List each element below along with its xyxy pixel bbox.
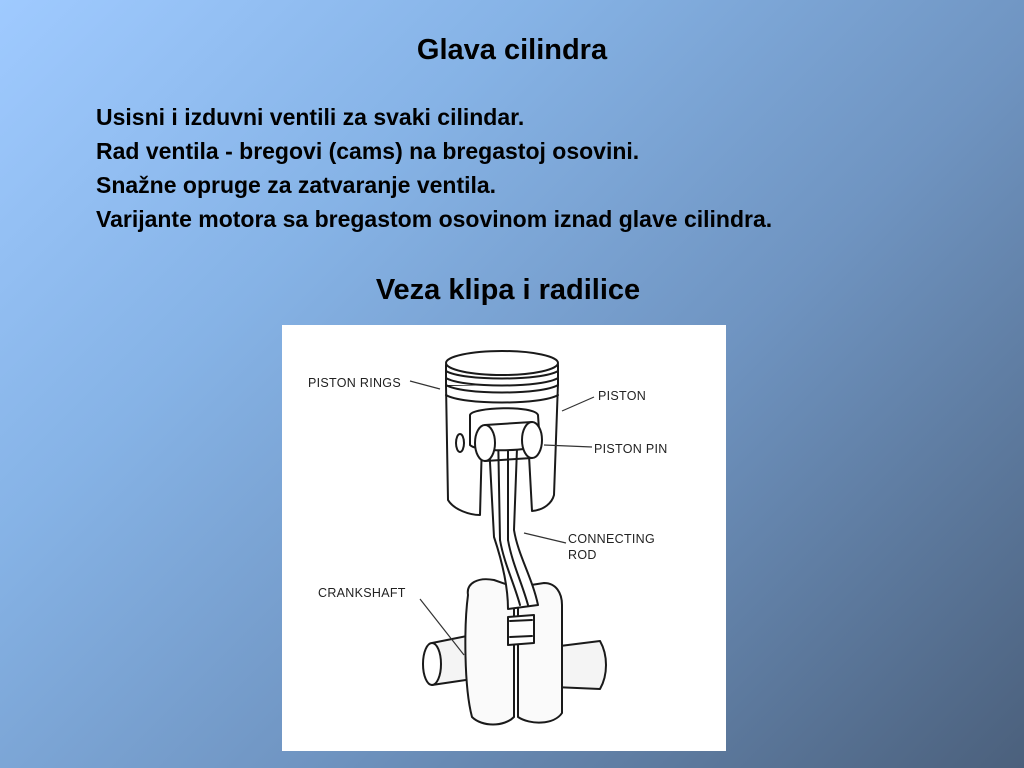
piston-diagram [282,325,726,751]
piston-diagram-svg [282,325,726,751]
label-connecting-rod-line1: CONNECTING [568,532,656,546]
bullet-item: Usisni i izduvni ventili za svaki cilindar. [96,104,525,130]
label-crankshaft: CRANKSHAFT [318,586,406,600]
slide-subtitle: Veza klipa i radilice [375,274,641,306]
bullet-item: Rad ventila - bregovi (cams) na bregastoj osovini. [96,138,640,164]
label-connecting-rod-line2: ROD [568,548,597,562]
label-piston-pin: PISTON PIN [594,442,668,456]
bullet-item: Varijante motora sa bregastom osovinom iznad glave cilindra. [96,206,773,232]
crank-web-left [465,579,514,724]
piston-pin [475,425,495,461]
slide-title: Glava cilindra [416,34,608,66]
bullet-item: Snažne opruge za zatvaranje ventila. [96,172,497,198]
bullet-list [96,100,976,236]
label-piston: PISTON [598,389,647,403]
label-piston-rings: PISTON RINGS [308,376,401,390]
